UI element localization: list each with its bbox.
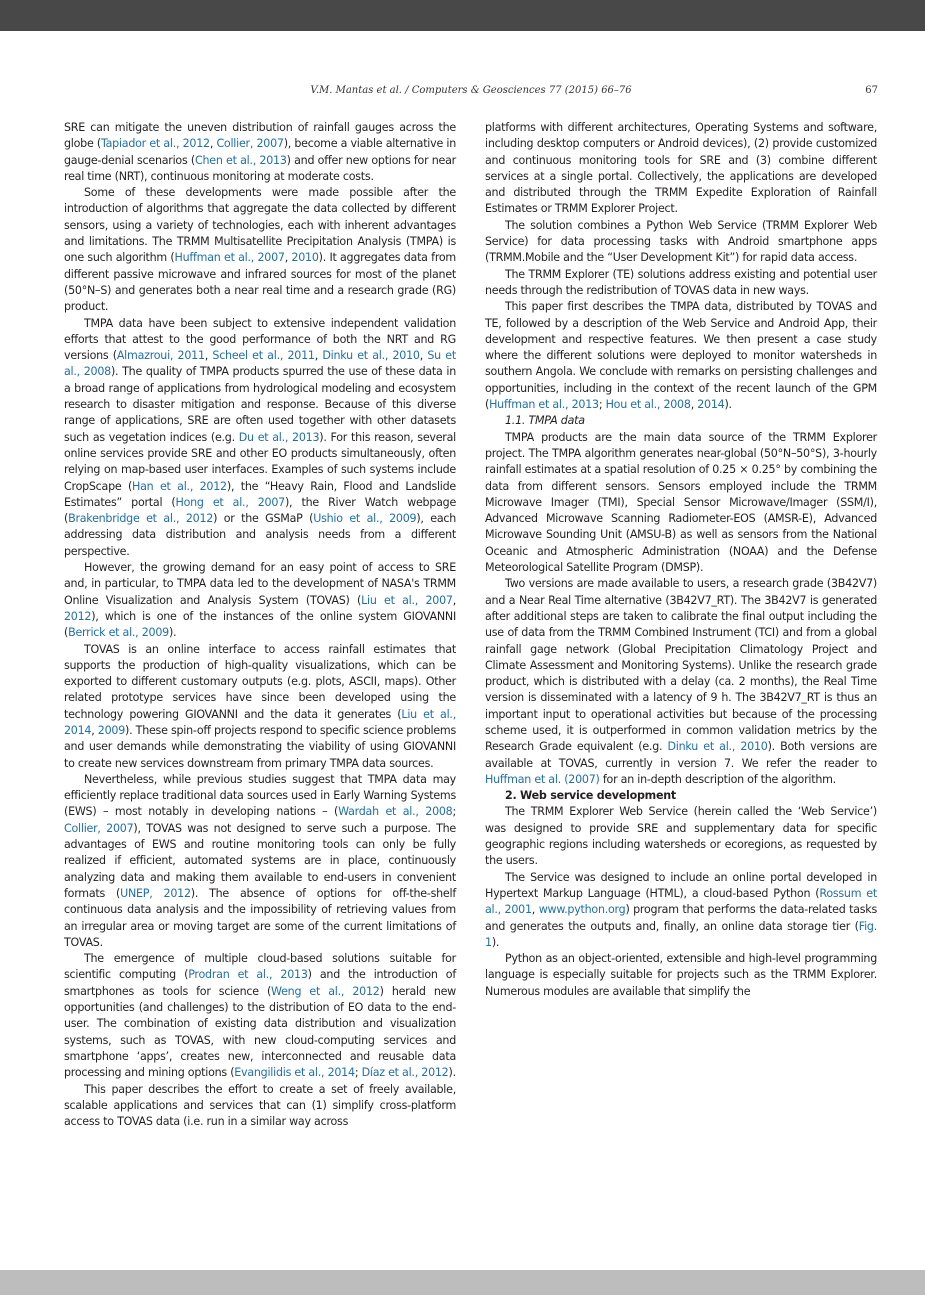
- text-span: ). For this reason, several online services provide SRE and other EO products simultaneously, often relying on map-based user interfaces. Examples of such systems include CropScape (: [64, 430, 456, 493]
- text-span: Nevertheless, while previous studies suggest that TMPA data may efficiently replace traditional data sources used in Early Warning Systems (EWS) – most notably in developing nations – (: [64, 772, 456, 819]
- citation-link[interactable]: Wardah et al., 2008: [338, 805, 453, 819]
- text-span: TMPA data have been subject to extensive independent validation efforts that attest to the good performance of both the NRT and RG versions (: [64, 316, 456, 363]
- citation-link[interactable]: Su et al., 2008: [64, 349, 456, 379]
- paragraph: [64, 316, 456, 560]
- citation-link[interactable]: Han et al., 2012: [132, 479, 227, 493]
- text-span: ).: [448, 1066, 456, 1080]
- url-link[interactable]: www.python.org: [538, 903, 626, 917]
- text-span: SRE can mitigate the uneven distribution of rainfall gauges across the globe (: [64, 121, 456, 151]
- text-span: The Service was designed to include an online portal developed in Hypertext Markup Language (HTML), a cloud-based Python (: [485, 870, 877, 900]
- subsection-heading: 1.1. TMPA data: [505, 414, 585, 428]
- text-span: The TRMM Explorer Web Service (herein called the ‘Web Service’) was designed to provide SRE and supplementary data for specific geographic regions including watersheds or ecoregions, as requested by the users.: [485, 805, 877, 868]
- paragraph: [64, 120, 456, 185]
- text-span: ). The quality of TMPA products spurred the use of these data in a broad range of applications from hydrological modeling and ecosystem research to disaster mitigation and response. Because of this diverse range of applications, SRE are often used together with other datasets such as vegetation indices (e.g.: [64, 365, 456, 444]
- citation-link[interactable]: 2014: [697, 398, 725, 412]
- paragraph: [485, 870, 877, 951]
- paragraph: [64, 1082, 456, 1131]
- paragraph: [64, 951, 456, 1081]
- citation-link[interactable]: Huffman et al., 2013: [489, 398, 599, 412]
- text-span: ), the River Watch webpage (: [64, 495, 457, 526]
- text-span: ). The absence of options for off-the-shelf continuous data analysis and the impossibility of retrieving values from an irregular area or moving target are some of the current limitations of TOVAS.: [64, 886, 456, 949]
- paragraph: [485, 804, 877, 869]
- paragraph: [64, 772, 456, 951]
- citation-link[interactable]: Berrick et al., 2009: [68, 626, 169, 640]
- viewer-top-bar: [0, 0, 925, 31]
- citation-link[interactable]: Rossum et al., 2001: [485, 886, 877, 917]
- paragraph: [64, 642, 456, 772]
- paragraph: [485, 120, 877, 218]
- text-span: ,: [209, 137, 217, 151]
- citation-link[interactable]: Huffman et al. (2007): [485, 772, 600, 786]
- citation-link[interactable]: Dinku et al., 2010: [322, 349, 420, 363]
- citation-link[interactable]: Chen et al., 2013: [194, 153, 287, 167]
- text-span: The emergence of multiple cloud-based solutions suitable for scientific computing (: [64, 952, 456, 982]
- paragraph: [485, 299, 877, 413]
- text-span: Python as an object-oriented, extensible and high-level programming language is especially suitable for projects such as the TRMM Explorer. Numerous modules are available that simplify the: [485, 952, 877, 998]
- citation-link[interactable]: Prodran et al., 2013: [188, 968, 308, 982]
- text-span: ;: [354, 1066, 362, 1080]
- text-span: ). It aggregates data from different passive microwave and infrared sources for most of the planet (50°N–S) and generates both a near real time and a research grade (RG) product.: [64, 251, 456, 314]
- running-head: [64, 85, 878, 101]
- text-span: ). These spin-off projects respond to specific science problems and user demands while demonstrating the viability of using GIOVANNI to create new services downstream from primary TMPA data sources.: [64, 723, 456, 770]
- text-span: ,: [91, 723, 98, 737]
- text-span: ,: [284, 251, 292, 265]
- viewer-bottom-bar: [0, 1270, 925, 1295]
- text-span: TMPA products are the main data source of the TRMM Explorer project. The TMPA algorithm generates near-global (50°N–50°S), 3-hourly rainfall estimates at a spatial resolution of 0.25 × 0.25° by combining the data from different sensors. Sensors employed include the TRMM Microwave Imager (TMI), Special Sensor Microwave/Imager (SSM/I), Advanced Microwave Scanning Radiometer-EOS (AMSR-E), Advanced Microwave Sounding Unit (AMSU-B) as well as sensors from the National Oceanic and Atmospheric Administration (NOAA) and the Defense Meteorological Satellite Program (DMSP).: [485, 430, 877, 575]
- citation-link[interactable]: Dinku et al., 2010: [667, 740, 768, 754]
- citation-link[interactable]: Huffman et al., 2007: [174, 251, 285, 265]
- text-span: TOVAS is an online interface to access rainfall estimates that supports the production of high-quality visualizations, which can be exported to different customary outputs (e.g. plots, ASCII, maps). Other related prototype services have since been developed using the technology powering GIOVANNI and the data it generates (: [64, 642, 456, 721]
- text-span: ) program that performs the data-related tasks and generates the outputs and, finally, an online data storage tier (: [485, 903, 877, 933]
- text-span: This paper describes the effort to create a set of freely available, scalable applications and services that can (1) simplify cross-platform access to TOVAS data (i.e. run in a similar way across: [64, 1082, 456, 1129]
- text-span: ) or the GSMaP (: [213, 512, 314, 526]
- text-span: ;: [598, 398, 606, 412]
- text-span: ), the “Heavy Rain, Flood and Landslide Estimates” portal (: [64, 479, 457, 509]
- page-number: 67: [865, 85, 878, 96]
- citation-link[interactable]: Evangilidis et al., 2014: [234, 1066, 355, 1080]
- paragraph: [485, 576, 877, 788]
- text-span: However, the growing demand for an easy point of access to SRE and, in particular, to TMPA data led to the development of NASA's TRMM Online Visualization and Analysis System (TOVAS) (: [64, 561, 456, 607]
- text-span: ), each addressing data distribution and analysis needs from a different perspective.: [64, 512, 456, 558]
- text-span: ).: [724, 398, 732, 412]
- text-span: ).: [168, 626, 177, 640]
- text-span: ) herald new opportunities (and challenges) to the distribution of EO data to the end-user. The combination of existing data distribution and visualization systems, such as TOVAS, with new cloud-computing services and smartphone ‘apps’, creates new, interconnected and reusable data processing and mining options (: [64, 984, 456, 1080]
- citation-link[interactable]: 2010: [291, 251, 319, 265]
- text-span: ), become a viable alternative in gauge-denial scenarios (: [64, 137, 456, 167]
- text-span: ,: [314, 349, 323, 363]
- text-span: ,: [690, 398, 698, 412]
- text-span: ). Both versions are available at TOVAS, currently in version 7. We refer the reader to: [485, 740, 877, 770]
- text-span: ,: [204, 349, 213, 363]
- citation-link[interactable]: 2009: [97, 723, 126, 737]
- text-span: ).: [491, 935, 500, 949]
- citation-link[interactable]: UNEP, 2012: [120, 886, 191, 900]
- citation-link[interactable]: Scheel et al., 2011: [212, 349, 315, 363]
- text-span: The TRMM Explorer (TE) solutions address existing and potential user needs through the redistribution of TOVAS data in new ways.: [485, 267, 877, 297]
- paragraph: [64, 560, 456, 641]
- text-span: ,: [531, 903, 539, 917]
- left-column: [64, 120, 456, 1130]
- paragraph: [485, 430, 877, 577]
- text-span: ) and the introduction of smartphones as tools for science (: [64, 968, 456, 998]
- text-span: ,: [419, 349, 428, 363]
- text-span: ,: [452, 593, 456, 607]
- text-span: ), which is one of the instances of the online system GIOVANNI (: [64, 609, 456, 640]
- text-span: Two versions are made available to users, a research grade (3B42V7) and a Near Real Time alternative (3B42V7_RT). The 3B42V7 is generated after additional steps are taken to calibrate the final output including the use of data from the TRMM Combined Instrument (TCI) and from a global rainfall gage network (Global Precipitation Climatology Project and Climate Assessment and Monitoring Systems). Unlike the research grade product, which is distributed with a delay (ca. 2 months), the Real Time version is disseminated with a latency of 9 h. The 3B42V7_RT is thus an important input to operational activities but because of the processing scheme used, it is outperformed in common validation metrics by the Research Grade equivalent (e.g.: [485, 577, 877, 754]
- citation-link[interactable]: Almazroui, 2011: [116, 349, 205, 363]
- citation-link[interactable]: Du et al., 2013: [238, 430, 320, 444]
- text-span: ;: [452, 805, 456, 819]
- citation-link[interactable]: Liu et al., 2014: [64, 707, 456, 737]
- text-span: The solution combines a Python Web Service (TRMM Explorer Web Service) for data processing tasks with Android smartphone apps (TRMM.Mobile and the “User Development Kit”) for rapid data access.: [485, 218, 877, 265]
- text-span: ), TOVAS was not designed to serve such a purpose. The advantages of EWS and routine monitoring tools can only be fully realized if efficient, automated systems are in place, continuously analyzing data and making them available to end-users in convenient formats (: [64, 821, 457, 900]
- citation-link[interactable]: Collier, 2007: [64, 821, 134, 835]
- section-heading: 2. Web service development: [505, 789, 676, 803]
- right-column: [485, 120, 877, 1000]
- citation-link[interactable]: Liu et al., 2007: [361, 593, 453, 607]
- paragraph: [485, 951, 877, 1000]
- citation-link[interactable]: Brakenbridge et al., 2012: [68, 512, 214, 526]
- citation-link[interactable]: Collier, 2007: [216, 137, 284, 151]
- text-span: This paper first describes the TMPA data, distributed by TOVAS and TE, followed by a description of the Web Service and Android App, their development and respective features. We then present a case study where the different solutions were deployed to monitor watersheds in southern Angola. We conclude with remarks on persisting challenges and opportunities, including in the context of the recent launch of the GPM (: [485, 300, 877, 412]
- citation-link[interactable]: Hou et al., 2008: [605, 398, 691, 412]
- running-title: V.M. Mantas et al. / Computers & Geosciences 77 (2015) 66–76: [310, 85, 632, 96]
- citation-link[interactable]: Ushio et al., 2009: [313, 512, 417, 526]
- citation-link[interactable]: Tapiador et al., 2012: [100, 137, 210, 151]
- citation-link[interactable]: Hong et al., 2007: [175, 495, 285, 509]
- text-span: platforms with different architectures, Operating Systems and software, including desktop computers or Android devices), (2) provide customized and continuous monitoring tools for SRE and (3) combine different services at a single portal. Collectively, the applications are developed and distributed through the TRMM Expedite Exploration of Rainfall Estimates or TRMM Explorer Project.: [485, 121, 877, 216]
- paragraph: [485, 218, 877, 267]
- text-span: Some of these developments were made possible after the introduction of algorithms that aggregate the data collected by different sensors, using a variety of technologies, each with inherent advantages and limitations. The TRMM Multisatellite Precipitation Analysis (TMPA) is one such algorithm (: [64, 186, 456, 265]
- paragraph: [485, 267, 877, 300]
- paragraph: [64, 185, 456, 315]
- figure-link[interactable]: Fig. 1: [485, 919, 877, 949]
- citation-link[interactable]: Díaz et al., 2012: [361, 1066, 449, 1080]
- text-span: ) and offer new options for near real time (NRT), continuous monitoring at moderate costs.: [64, 153, 456, 183]
- citation-link[interactable]: Weng et al., 2012: [271, 984, 380, 998]
- citation-link[interactable]: 2012: [64, 609, 92, 623]
- text-span: for an in-depth description of the algorithm.: [599, 772, 836, 786]
